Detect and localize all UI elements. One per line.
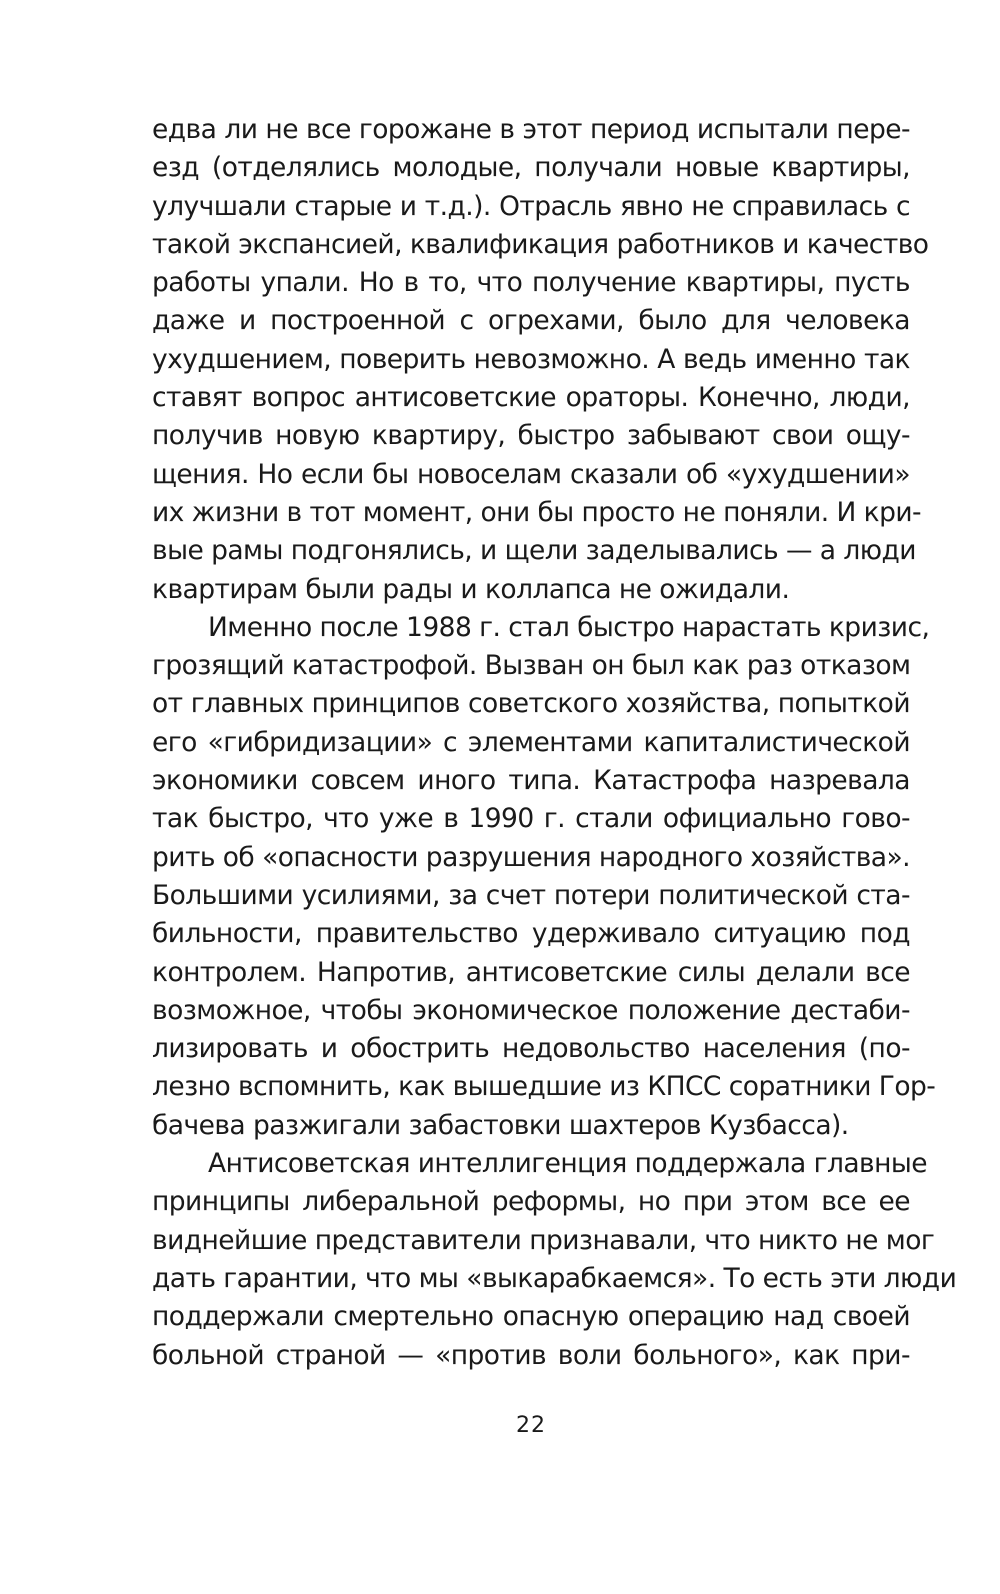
text-line: лезно вспомнить, как вышедшие из КПСС соратники Гор- — [152, 1071, 936, 1103]
text-line: едва ли не все горожане в этот период испытали пере- — [152, 114, 910, 145]
text-line: получив новую квартиру, быстро забывают свои ощу- — [152, 420, 910, 452]
text-line: щения. Но если бы новоселам сказали об «ухудшении» — [152, 458, 910, 490]
text-line: больной страной — «против воли больного», как при- — [152, 1339, 910, 1371]
page-body — [152, 111, 957, 1375]
text-line: лизировать и обострить недовольство населения (по- — [152, 1033, 910, 1065]
page-number: 22 — [516, 1413, 546, 1438]
text-line: такой экспансией, квалификация работников и качество — [152, 228, 929, 260]
text-line: грозящий катастрофой. Вызван он был как раз отказом — [152, 650, 911, 682]
paragraph-3 — [152, 1145, 957, 1375]
text-line: езд (отделялись молодые, получали новые квартиры, — [152, 152, 910, 184]
text-line: рить об «опасности разрушения народного хозяйства». — [152, 841, 910, 873]
paragraph-1 — [152, 111, 929, 609]
text-line: контролем. Напротив, антисоветские силы делали все — [152, 956, 910, 988]
text-line: Именно после 1988 г. стал быстро нарастать кризис, — [208, 611, 930, 643]
text-line: ставят вопрос антисоветские ораторы. Конечно, люди, — [152, 382, 910, 414]
text-line: поддержали смертельно опасную операцию над своей — [152, 1301, 910, 1333]
text-line: возможное, чтобы экономическое положение дестаби- — [152, 994, 910, 1026]
text-line: квартирам были рады и коллапса не ожидали. — [152, 573, 790, 605]
text-line: ухудшением, поверить невозможно. А ведь именно так — [152, 343, 910, 375]
text-line: принципы либеральной реформы, но при этом все ее — [152, 1186, 910, 1218]
text-line: виднейшие представители признавали, что никто не мог — [152, 1224, 935, 1256]
text-line: работы упали. Но в то, что получение квартиры, пусть — [152, 267, 910, 299]
text-line: его «гибридизации» с элементами капиталистической — [152, 726, 910, 758]
text-line: даже и построенной с огрехами, было для человека — [152, 305, 910, 337]
text-line: Антисоветская интеллигенция поддержала главные — [208, 1148, 927, 1180]
text-line: экономики совсем иного типа. Катастрофа назревала — [152, 765, 910, 797]
text-line: их жизни в тот момент, они бы просто не поняли. И кри- — [152, 496, 922, 528]
text-line: так быстро, что уже в 1990 г. стали официально гово- — [152, 803, 910, 835]
paragraph-2 — [152, 609, 936, 1145]
text-line: дать гарантии, что мы «выкарабкаемся». То есть эти люди — [152, 1262, 957, 1294]
text-line: Большими усилиями, за счет потери политической ста- — [152, 879, 910, 911]
text-line: от главных принципов советского хозяйства, попыткой — [152, 688, 910, 720]
text-line: вые рамы подгонялись, и щели заделывались — а люди — [152, 535, 916, 567]
text-line: бильности, правительство удерживало ситуацию под — [152, 918, 910, 950]
text-line: улучшали старые и т.д.). Отрасль явно не справилась с — [152, 190, 910, 222]
text-line: бачева разжигали забастовки шахтеров Кузбасса). — [152, 1109, 849, 1141]
